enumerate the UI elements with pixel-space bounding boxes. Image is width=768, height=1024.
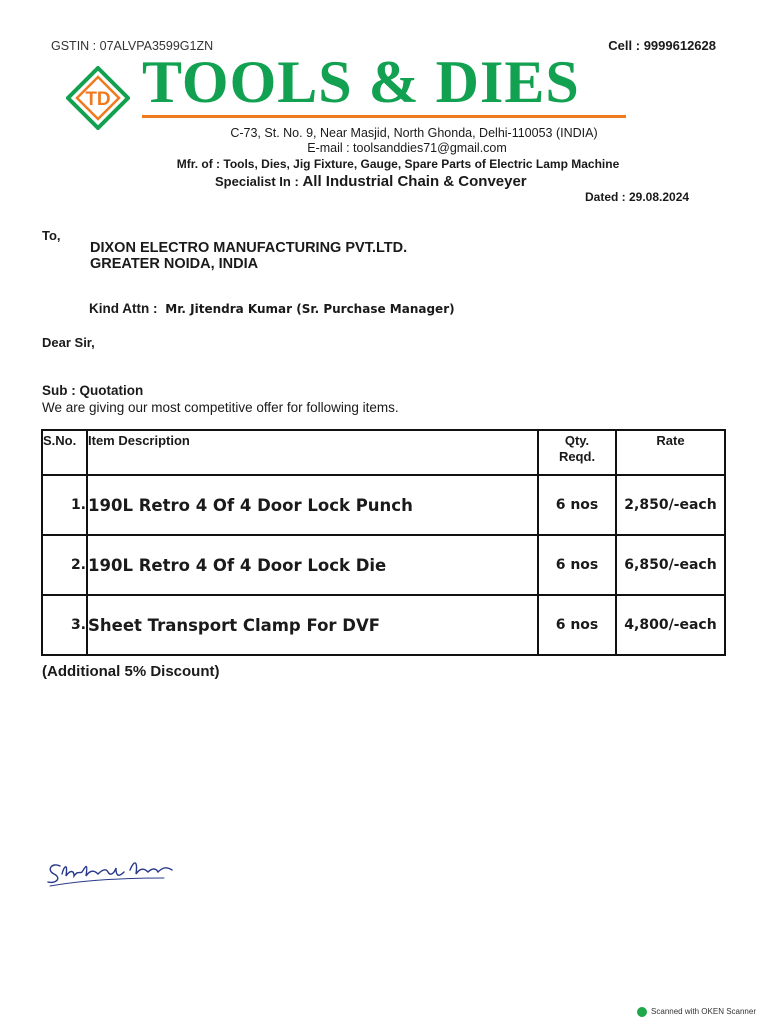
header-divider (142, 115, 626, 118)
cell-number: Cell : 9999612628 (608, 38, 716, 53)
recipient-company: DIXON ELECTRO MANUFACTURING PVT.LTD. (90, 240, 408, 256)
specialist-line (215, 173, 527, 190)
signature (44, 848, 176, 888)
row-rate: 6,850/-each (616, 535, 725, 595)
table-header-row (42, 430, 725, 475)
manufacturer-line: Mfr. of : Tools, Dies, Jig Fixture, Gauge, Spare Parts of Electric Lamp Machine (176, 157, 620, 171)
row-sno: 1. (42, 475, 87, 535)
specialist-label: Specialist In : (215, 174, 299, 189)
quotation-date: Dated : 29.08.2024 (585, 190, 690, 204)
row-qty: 6 nos (538, 595, 616, 655)
row-sno: 3. (42, 595, 87, 655)
salutation: Dear Sir, (42, 335, 95, 350)
row-qty: 6 nos (538, 535, 616, 595)
table-row (42, 475, 725, 535)
row-description: 190L Retro 4 Of 4 Door Lock Die (87, 535, 538, 595)
attn-label: Kind Attn : (89, 301, 158, 316)
subject-line: Sub : Quotation (42, 383, 144, 398)
logo-letters: TD (85, 89, 111, 110)
header-rate: Rate (616, 430, 725, 475)
intro-text: We are giving our most competitive offer for following items. (42, 400, 399, 415)
recipient-location: GREATER NOIDA, INDIA (90, 256, 259, 272)
row-sno: 2. (42, 535, 87, 595)
table-row (42, 535, 725, 595)
items-table (41, 429, 726, 656)
header-sno: S.No. (42, 430, 87, 475)
kind-attention (89, 301, 455, 316)
recipient-block (90, 240, 407, 272)
scanner-watermark (637, 1007, 756, 1017)
scanner-logo-icon (637, 1007, 647, 1017)
row-rate: 4,800/-each (616, 595, 725, 655)
header-qty-line2: Reqd. (558, 449, 596, 464)
header-description: Item Description (87, 430, 538, 475)
header-qty (538, 430, 616, 475)
company-email: E-mail : toolsanddies71@gmail.com (307, 141, 507, 155)
attn-name: Mr. Jitendra Kumar (Sr. Purchase Manager) (165, 302, 455, 316)
company-name: TOOLS & DIES (142, 49, 580, 115)
row-rate: 2,850/-each (616, 475, 725, 535)
company-logo (66, 66, 130, 130)
company-address: C-73, St. No. 9, Near Masjid, North Ghonda, Delhi-110053 (INDIA) (230, 126, 598, 140)
to-label: To, (42, 228, 61, 243)
header-qty-line1: Qty. (564, 433, 590, 448)
row-description: Sheet Transport Clamp For DVF (87, 595, 538, 655)
table-row (42, 595, 725, 655)
row-description: 190L Retro 4 Of 4 Door Lock Punch (87, 475, 538, 535)
scanner-text: Scanned with OKEN Scanner (651, 1007, 756, 1017)
gstin-number: GSTIN : 07ALVPA3599G1ZN (51, 39, 214, 53)
discount-note: (Additional 5% Discount) (42, 663, 220, 680)
row-qty: 6 nos (538, 475, 616, 535)
specialist-value: All Industrial Chain & Conveyer (302, 173, 527, 190)
